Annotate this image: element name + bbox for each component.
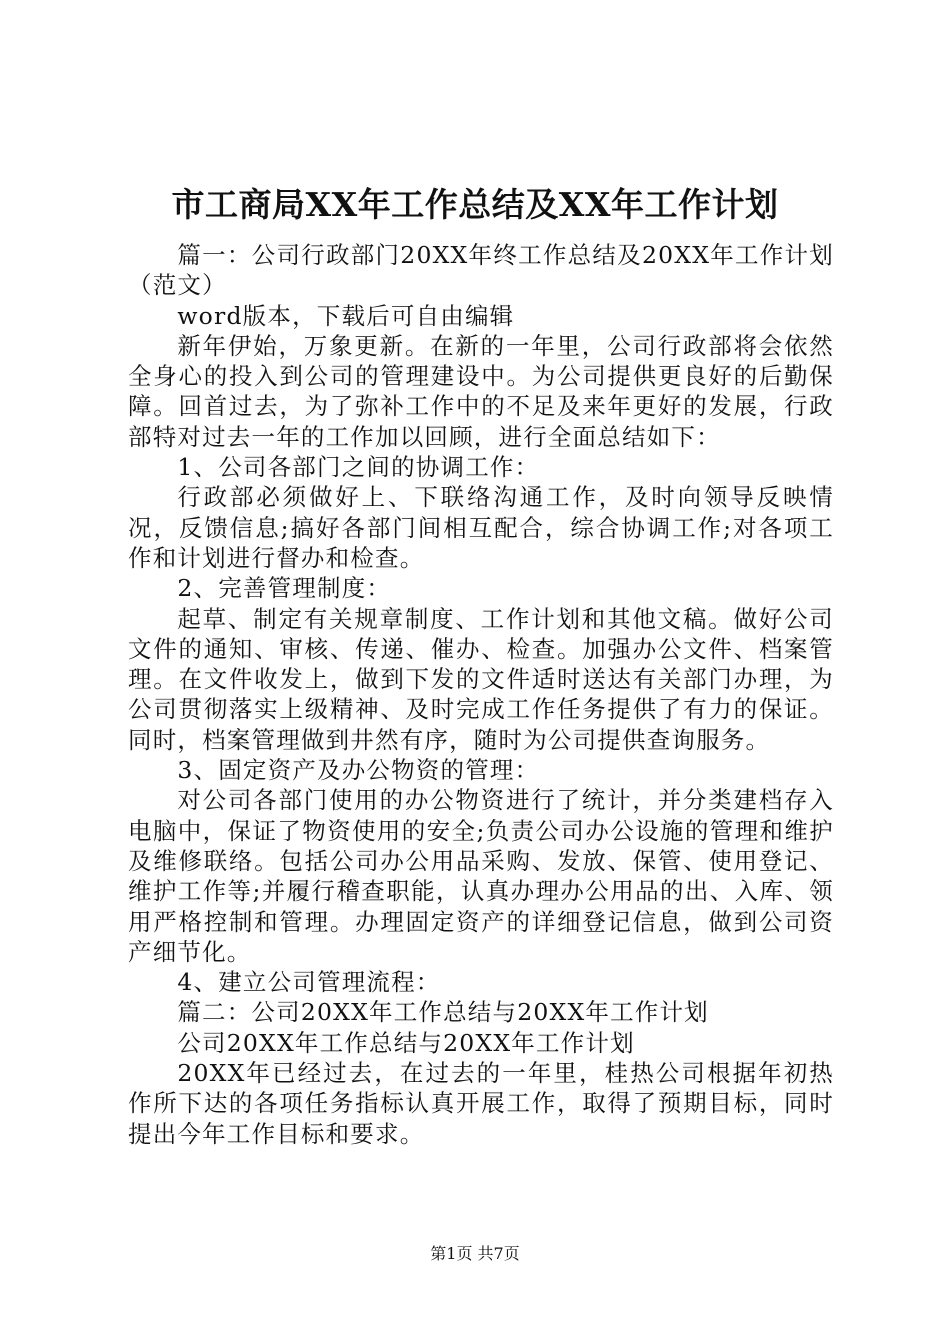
document-body <box>128 240 834 1149</box>
paragraph-item-3-heading: 3、固定资产及办公物资的管理： <box>177 756 540 785</box>
document-title: 市工商局XX年工作总结及XX年工作计划 <box>171 185 779 224</box>
paragraph-intro: 新年伊始，万象更新。在新的一年里，公司行政部将会依然全身心的投入到公司的管理建设中。为公司提供更良好的后勤保障。回首过去，为了弥补工作中的不足及来年更好的发展，行政部特对过去一年的工作加以回顾，进行全面总结如下： <box>128 331 834 451</box>
paragraph-item-2-body: 起草、制定有关规章制度、工作计划和其他文稿。做好公司文件的通知、审核、传递、催办、检查。加强办公文件、档案管理。在文件收发上，做到下发的文件适时送达有关部门办理，为公司贯彻落实上级精神、及时完成工作任务提供了有力的保证。同时，档案管理做到井然有序，随时为公司提供查询服务。 <box>128 604 834 754</box>
page-number-footer: 第1页 共7页 <box>430 1244 520 1263</box>
paragraph-item-1-heading: 1、公司各部门之间的协调工作： <box>177 453 540 482</box>
paragraph-section-two-body: 20XX年已经过去，在过去的一年里，桂热公司根据年初热作所下达的各项任务指标认真开展工作，取得了预期目标，同时提出今年工作目标和要求。 <box>128 1059 834 1148</box>
paragraph-item-3-body: 对公司各部门使用的办公物资进行了统计，并分类建档存入电脑中，保证了物资使用的安全;负责公司办公设施的管理和维护及维修联络。包括公司办公用品采购、发放、保管、使用登记、维护工作等;并履行稽查职能，认真办理办公用品的出、入库、领用严格控制和管理。办理固定资产的详细登记信息，做到公司资产细节化。 <box>128 786 834 966</box>
paragraph-section-two-subtitle: 公司20XX年工作总结与20XX年工作计划 <box>177 1028 635 1057</box>
paragraph-section-one-heading: 篇一：公司行政部门20XX年终工作总结及20XX年工作计划（范文） <box>128 241 834 300</box>
paragraph-item-4-heading: 4、建立公司管理流程： <box>177 968 441 997</box>
paragraph-item-1-body: 行政部必须做好上、下联络沟通工作，及时向领导反映情况，反馈信息;搞好各部门间相互配合，综合协调工作;对各项工作和计划进行督办和检查。 <box>128 483 834 572</box>
paragraph-word-version-note: word版本，下载后可自由编辑 <box>177 301 515 330</box>
paragraph-item-2-heading: 2、完善管理制度： <box>177 574 392 603</box>
paragraph-section-two-heading: 篇二：公司20XX年工作总结与20XX年工作计划 <box>177 998 709 1027</box>
